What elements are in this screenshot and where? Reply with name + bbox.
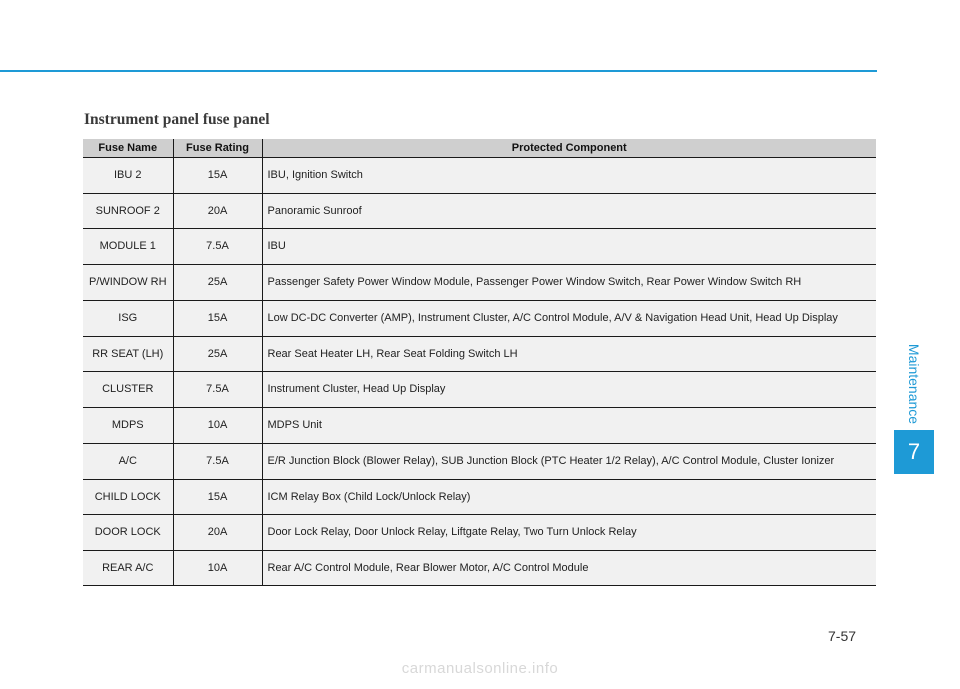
protected-component-cell: Rear A/C Control Module, Rear Blower Motor, A/C Control Module: [262, 551, 876, 586]
fuse-rating-cell: 7.5A: [173, 372, 262, 408]
fuse-name-cell: MODULE 1: [83, 229, 173, 265]
page-number: 7-57: [828, 628, 857, 644]
table-row: [83, 229, 876, 265]
fuse-name-cell: RR SEAT (LH): [83, 337, 173, 372]
fuse-name-cell: DOOR LOCK: [83, 515, 173, 551]
table-row: [83, 408, 876, 444]
fuse-rating-cell: 7.5A: [173, 444, 262, 480]
table-row: [83, 444, 876, 480]
fuse-table: [83, 139, 876, 586]
protected-component-cell: Instrument Cluster, Head Up Display: [262, 372, 876, 408]
fuse-name-cell: IBU 2: [83, 158, 173, 194]
watermark: carmanualsonline.info: [401, 660, 559, 677]
section-title: Instrument panel fuse panel: [84, 111, 270, 128]
protected-component-cell: Low DC-DC Converter (AMP), Instrument Cluster, A/C Control Module, A/V & Navigation Head Unit, Head Up Display: [262, 301, 876, 337]
chapter-label: Maintenance: [906, 343, 922, 425]
header-fuse-name: Fuse Name: [83, 139, 173, 158]
protected-component-cell: IBU, Ignition Switch: [262, 158, 876, 194]
header-fuse-rating: Fuse Rating: [173, 139, 262, 158]
fuse-name-cell: A/C: [83, 444, 173, 480]
fuse-rating-cell: 7.5A: [173, 229, 262, 265]
fuse-name-cell: P/WINDOW RH: [83, 265, 173, 301]
table-row: [83, 265, 876, 301]
table-row: [83, 372, 876, 408]
fuse-rating-cell: 15A: [173, 301, 262, 337]
top-rule: [0, 70, 877, 72]
fuse-rating-cell: 20A: [173, 515, 262, 551]
fuse-name-cell: CHILD LOCK: [83, 480, 173, 515]
fuse-name-cell: ISG: [83, 301, 173, 337]
chapter-number-tab: 7: [894, 430, 934, 474]
protected-component-cell: E/R Junction Block (Blower Relay), SUB Junction Block (PTC Heater 1/2 Relay), A/C Control Module, Cluster Ionizer: [262, 444, 876, 480]
table-row: [83, 551, 876, 586]
table-row: [83, 158, 876, 194]
table-row: [83, 480, 876, 515]
table-row: [83, 194, 876, 229]
header-protected-component: Protected Component: [262, 139, 876, 158]
fuse-rating-cell: 10A: [173, 408, 262, 444]
protected-component-cell: Panoramic Sunroof: [262, 194, 876, 229]
table-row: [83, 337, 876, 372]
protected-component-cell: Door Lock Relay, Door Unlock Relay, Liftgate Relay, Two Turn Unlock Relay: [262, 515, 876, 551]
fuse-rating-cell: 15A: [173, 480, 262, 515]
protected-component-cell: MDPS Unit: [262, 408, 876, 444]
fuse-rating-cell: 25A: [173, 337, 262, 372]
fuse-rating-cell: 20A: [173, 194, 262, 229]
fuse-name-cell: CLUSTER: [83, 372, 173, 408]
fuse-rating-cell: 10A: [173, 551, 262, 586]
protected-component-cell: IBU: [262, 229, 876, 265]
protected-component-cell: ICM Relay Box (Child Lock/Unlock Relay): [262, 480, 876, 515]
fuse-name-cell: MDPS: [83, 408, 173, 444]
table-row: [83, 301, 876, 337]
fuse-name-cell: REAR A/C: [83, 551, 173, 586]
protected-component-cell: Rear Seat Heater LH, Rear Seat Folding Switch LH: [262, 337, 876, 372]
fuse-rating-cell: 15A: [173, 158, 262, 194]
fuse-rating-cell: 25A: [173, 265, 262, 301]
protected-component-cell: Passenger Safety Power Window Module, Passenger Power Window Switch, Rear Power Window Switch RH: [262, 265, 876, 301]
table-row: [83, 515, 876, 551]
fuse-name-cell: SUNROOF 2: [83, 194, 173, 229]
table-header-row: [83, 139, 876, 158]
